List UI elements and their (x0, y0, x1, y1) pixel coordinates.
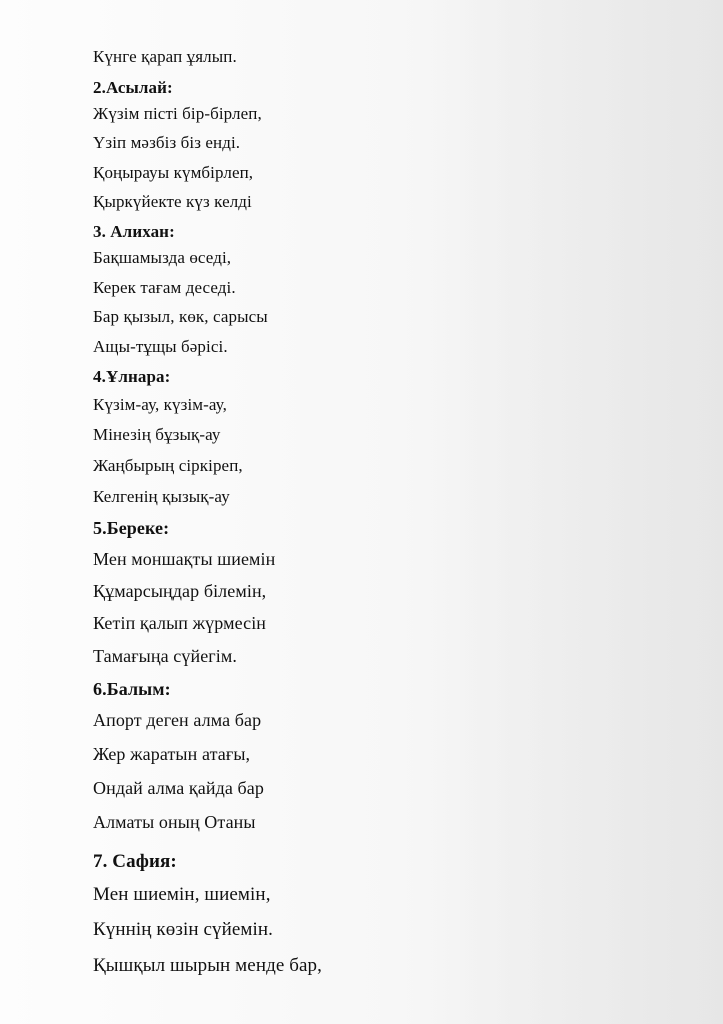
verse-line: Күнге қарап ұялып. (93, 47, 237, 66)
verse-line: Кетіп қалып жүрмесін (93, 613, 267, 633)
verse-line: Бақшамызда өседі, (93, 248, 232, 267)
verse-line: Тамағыңа сүйегім. (93, 646, 237, 666)
verse-line: Ондай алма қайда бар (93, 778, 264, 798)
verse-line: Қышқыл шырын менде бар, (93, 955, 323, 976)
verse-line: Құмарсыңдар білемін, (93, 581, 267, 601)
speaker-heading: 7. Сафия: (93, 851, 177, 872)
speaker-heading: 2.Асылай: (93, 78, 173, 97)
speaker-heading: 4.Ұлнара: (93, 367, 171, 386)
verse-line: Қыркүйекте күз келді (93, 192, 252, 211)
verse-line: Жаңбырың сіркіреп, (93, 456, 243, 475)
verse-line: Келгенің қызық-ау (93, 487, 230, 506)
verse-line: Жер жаратын атағы, (93, 744, 251, 764)
speaker-heading: 5.Береке: (93, 518, 170, 538)
scan-shadow (423, 0, 723, 1024)
speaker-heading: 3. Алихан: (93, 222, 175, 241)
verse-line: Керек тағам деседі. (93, 278, 236, 297)
verse-line: Бар қызыл, көк, сарысы (93, 307, 268, 326)
verse-line: Апорт деген алма бар (93, 710, 262, 730)
verse-line: Күзім-ау, күзім-ау, (93, 395, 227, 414)
verse-line: Ащы-тұщы бәрісі. (93, 337, 228, 356)
verse-line: Күннің көзін сүйемін. (93, 919, 273, 940)
verse-line: Алматы оның Отаны (93, 812, 256, 832)
verse-line: Үзіп мәзбіз біз енді. (93, 133, 241, 152)
verse-line: Мінезің бұзық-ау (93, 425, 221, 444)
verse-line: Жүзім пісті бір-бірлеп, (93, 104, 262, 123)
speaker-heading: 6.Балым: (93, 679, 171, 699)
verse-line: Мен шиемін, шиемін, (93, 884, 271, 905)
verse-line: Мен моншақты шиемін (93, 549, 276, 569)
verse-line: Қоңырауы күмбірлеп, (93, 163, 254, 182)
